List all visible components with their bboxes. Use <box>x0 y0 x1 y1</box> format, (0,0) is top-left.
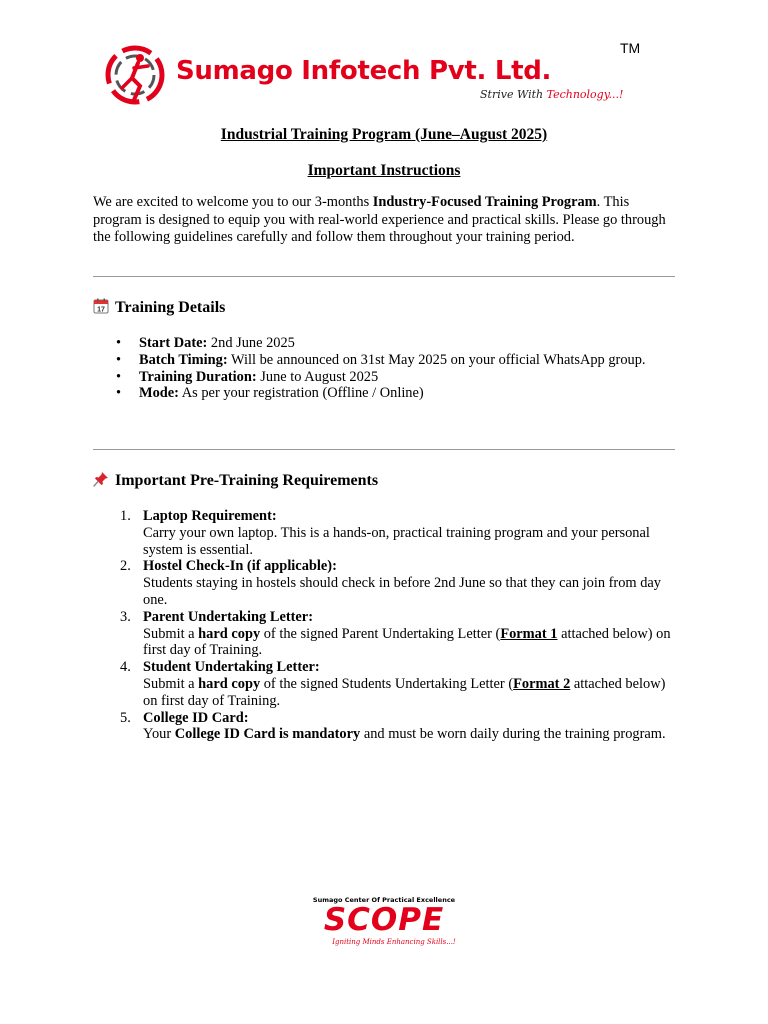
trademark-mark: TM <box>620 40 641 56</box>
intro-paragraph: We are excited to welcome you to our 3-months Industry-Focused Training Program. This program is designed to equip you with real-world experience and practical skills. Please go through the following guidelines carefully and follow them throughout your training period. <box>93 194 666 245</box>
document-title: Industrial Training Program (June–August 2025) <box>220 126 548 143</box>
training-details-heading: 17 Training Details <box>93 298 225 317</box>
sumago-logo-mark-icon <box>104 44 166 106</box>
company-name: Sumago Infotech Pvt. Ltd. <box>176 56 552 86</box>
company-logo <box>104 40 664 106</box>
list-item: 4. Student Undertaking Letter: Submit a hard copy of the signed Students Undertaking Letter (Format 2 attached below) on first day of Training. <box>120 659 666 709</box>
scope-logo-word: SCOPE <box>323 902 445 938</box>
company-tagline: Strive With Technology...! <box>480 88 624 101</box>
scope-logo-caption: Sumago Center Of Practical Excellence <box>312 896 456 904</box>
training-details-list <box>110 335 670 402</box>
section-divider <box>93 449 675 450</box>
calendar-icon <box>93 298 109 314</box>
requirements-heading: Important Pre-Training Requirements <box>93 471 378 490</box>
list-item: • Batch Timing: Will be announced on 31st May 2025 on your official WhatsApp group. <box>116 351 646 368</box>
list-item: 1. Laptop Requirement: Carry your own laptop. This is a hands-on, practical training program and your personal system is essential. <box>120 508 650 558</box>
pushpin-icon <box>93 471 109 487</box>
list-item: • Training Duration: June to August 2025 <box>116 368 379 385</box>
svg-text:17: 17 <box>97 306 105 314</box>
list-item: 5. College ID Card: Your College ID Card is mandatory and must be worn daily during the training program. <box>120 709 666 743</box>
scope-logo <box>304 896 464 952</box>
list-item: • Mode: As per your registration (Offline / Online) <box>116 385 424 402</box>
list-item: • Start Date: 2nd June 2025 <box>116 335 295 351</box>
format-1-reference: Format 1 <box>500 625 558 642</box>
list-item: 2. Hostel Check-In (if applicable): Students staying in hostels should check in before 2nd June so that they can join from day one. <box>120 558 661 608</box>
format-2-reference: Format 2 <box>513 675 571 692</box>
section-divider <box>93 276 675 277</box>
requirements-list <box>110 508 680 743</box>
list-item: 3. Parent Undertaking Letter: Submit a hard copy of the signed Parent Undertaking Letter (Format 1 attached below) on first day of Training. <box>120 608 671 659</box>
document-subtitle: Important Instructions <box>307 162 461 179</box>
scope-logo-tagline: Igniting Minds Enhancing Skills...! <box>332 938 456 946</box>
